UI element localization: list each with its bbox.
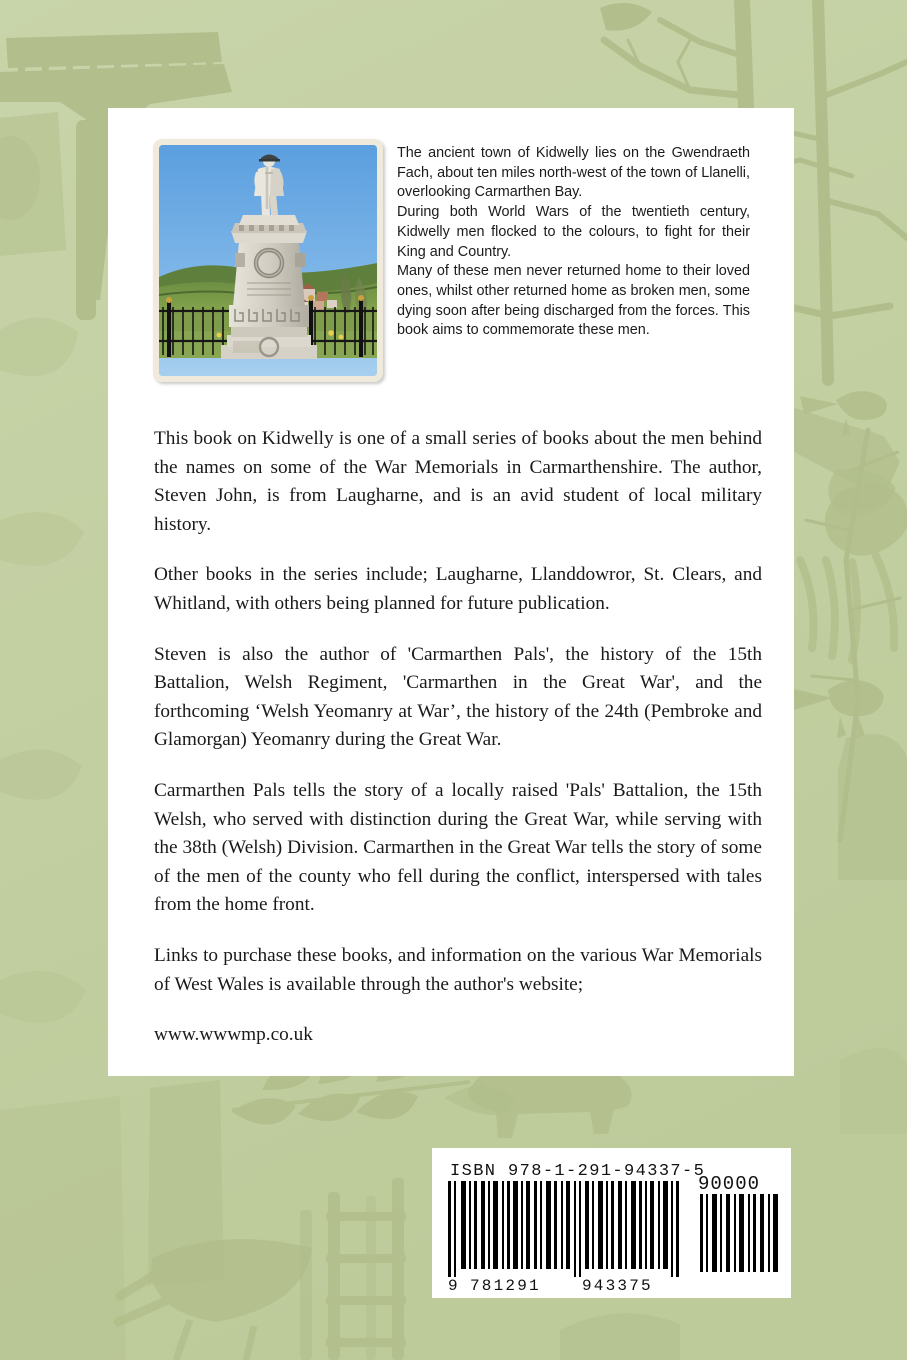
caption-paragraph-3: Many of these men never returned home to their loved ones, whilst other returned home as broken men, some dying soon after being discharged from the forces. This book aims to commemorate these men. (397, 263, 750, 339)
blurb-paragraph-4: Carmarthen Pals tells the story of a locally raised 'Pals' Battalion, the 15th Welsh, who served with distinction during the Great War, while serving with the 38th (Welsh) Division. Carmarthen in the Great War tells the story of some of the men of the county who fell during the conflict, interspersed with tales from the home front. (154, 779, 762, 916)
isbn-barcode-block (432, 1148, 791, 1298)
blurb-paragraph-1: This book on Kidwelly is one of a small series of books about the men behind the names on some of the War Memorials in Carmarthenshire. The author, Steven John, is from Laugharne, and is an avid student of local military history. (154, 428, 762, 535)
svg-text:943375: 943375 (582, 1277, 653, 1295)
memorial-photo (159, 145, 377, 376)
caption-paragraph-1: The ancient town of Kidwelly lies on the Gwendraeth Fach, about ten miles north-west of the town of Llanelli, overlooking Carmarthen Bay. (397, 145, 750, 201)
svg-text:90000: 90000 (698, 1173, 761, 1195)
blurb-text (154, 425, 762, 1050)
svg-text:781291: 781291 (470, 1277, 541, 1295)
blurb-paragraph-5: Links to purchase these books, and information on the various War Memorials of West Wales is available through the author's website; (154, 944, 762, 995)
caption-paragraph-2: During both World Wars of the twentieth century, Kidwelly men flocked to the colours, to fight for their King and Country. (397, 204, 750, 260)
author-website-url[interactable]: www.wwwmp.co.uk (154, 1024, 313, 1046)
svg-text:ISBN 978-1-291-94337-5: ISBN 978-1-291-94337-5 (450, 1162, 706, 1181)
memorial-photo-frame (153, 139, 383, 382)
photo-caption (397, 144, 750, 341)
blurb-paragraph-2: Other books in the series include; Laugharne, Llanddowror, St. Clears, and Whitland, with others being planned for future publication. (154, 564, 762, 614)
svg-text:9: 9 (448, 1277, 458, 1295)
content-panel (108, 108, 794, 1076)
blurb-paragraph-3: Steven is also the author of 'Carmarthen Pals', the history of the 15th Battalion, Welsh Regiment, 'Carmarthen in the Great War', and the forthcoming ‘Welsh Yeomanry at War’, the history of the 24th (Pembroke and Glamorgan) Yeomanry during the Great War. (154, 643, 762, 751)
